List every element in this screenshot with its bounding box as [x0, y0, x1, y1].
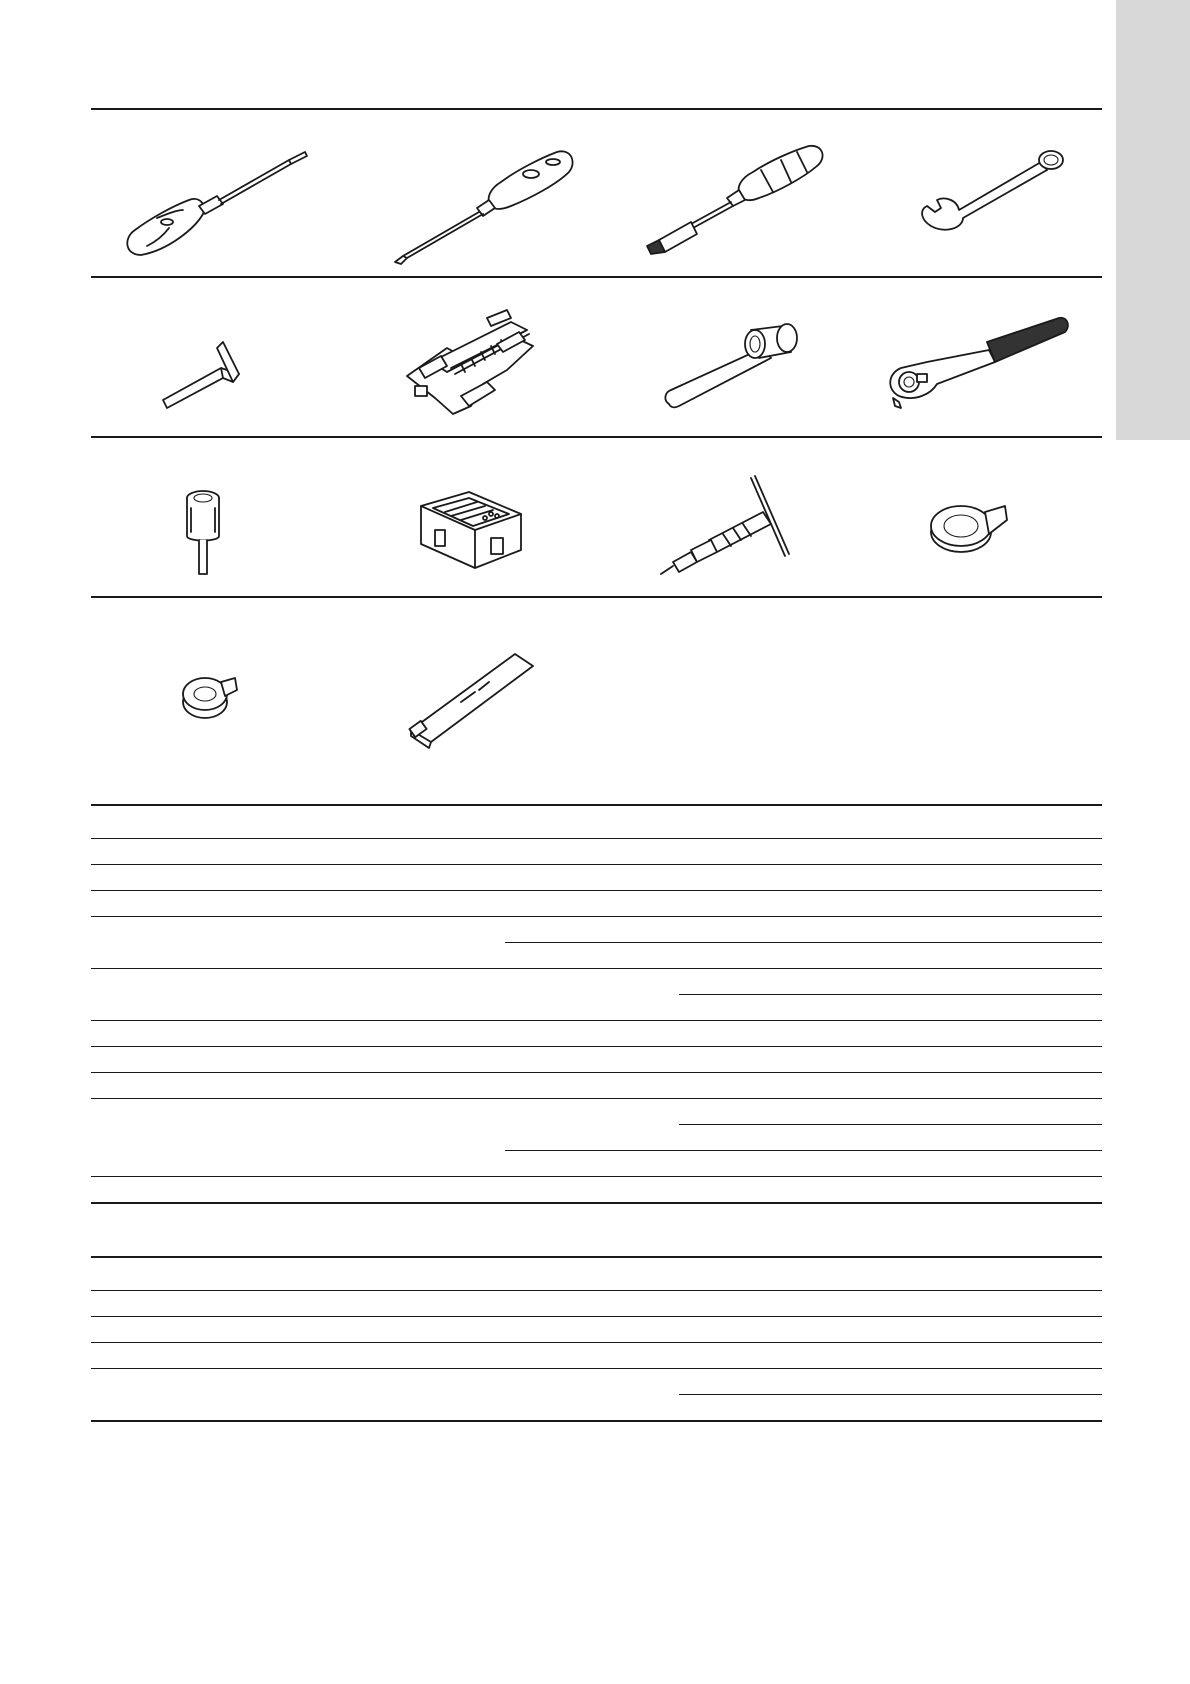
tools-row-4 [91, 596, 1102, 810]
tools-grid [91, 108, 1102, 810]
ratchet-handle-icon [871, 278, 1091, 436]
table-1-rule [91, 1020, 1102, 1021]
hex-key-icon [141, 278, 301, 436]
hex-socket-bit-icon [171, 438, 241, 596]
tools-row-1 [91, 108, 1102, 276]
table-1-rule [91, 1176, 1102, 1177]
socket-set-case-icon [411, 438, 541, 596]
table-2-bottom-rule [91, 1420, 1102, 1422]
flat-screwdriver-icon [111, 110, 341, 276]
table-1-subrule [679, 1124, 1102, 1125]
ratchet-insert-icon [171, 598, 271, 810]
section-tab [1116, 0, 1190, 440]
soft-mallet-icon [651, 278, 841, 436]
bearing-puller-icon [391, 278, 571, 436]
table-1-rule [91, 968, 1102, 969]
table-1-rule [91, 916, 1102, 917]
table-2-rule [91, 1368, 1102, 1369]
phillips-screwdriver-icon [381, 110, 601, 276]
table-1-rule [91, 1098, 1102, 1099]
torque-wrench-icon [401, 598, 561, 810]
table-1-subrule [505, 1150, 1102, 1151]
ring-spanner-insert-icon [921, 438, 1021, 596]
table-1-subrule [679, 994, 1102, 995]
tools-row-3 [91, 436, 1102, 596]
combination-wrench-icon [891, 110, 1091, 276]
table-1-rule [91, 838, 1102, 839]
table-1-bottom-rule [91, 1202, 1102, 1204]
table-1-subrule [505, 942, 1102, 943]
table-1-rule [91, 864, 1102, 865]
table-2-rule [91, 1342, 1102, 1343]
table-2-subrule [679, 1394, 1102, 1395]
table-2-rule [91, 1290, 1102, 1291]
table-1-rule [91, 1046, 1102, 1047]
table-2-rule [91, 1316, 1102, 1317]
table-1-rule [91, 1072, 1102, 1073]
torx-screwdriver-icon [631, 110, 851, 276]
tools-row-2 [91, 276, 1102, 436]
table-1-top-rule [91, 804, 1102, 806]
table-1-rule [91, 890, 1102, 891]
t-handle-tool-icon [651, 438, 851, 596]
table-2-top-rule [91, 1256, 1102, 1258]
